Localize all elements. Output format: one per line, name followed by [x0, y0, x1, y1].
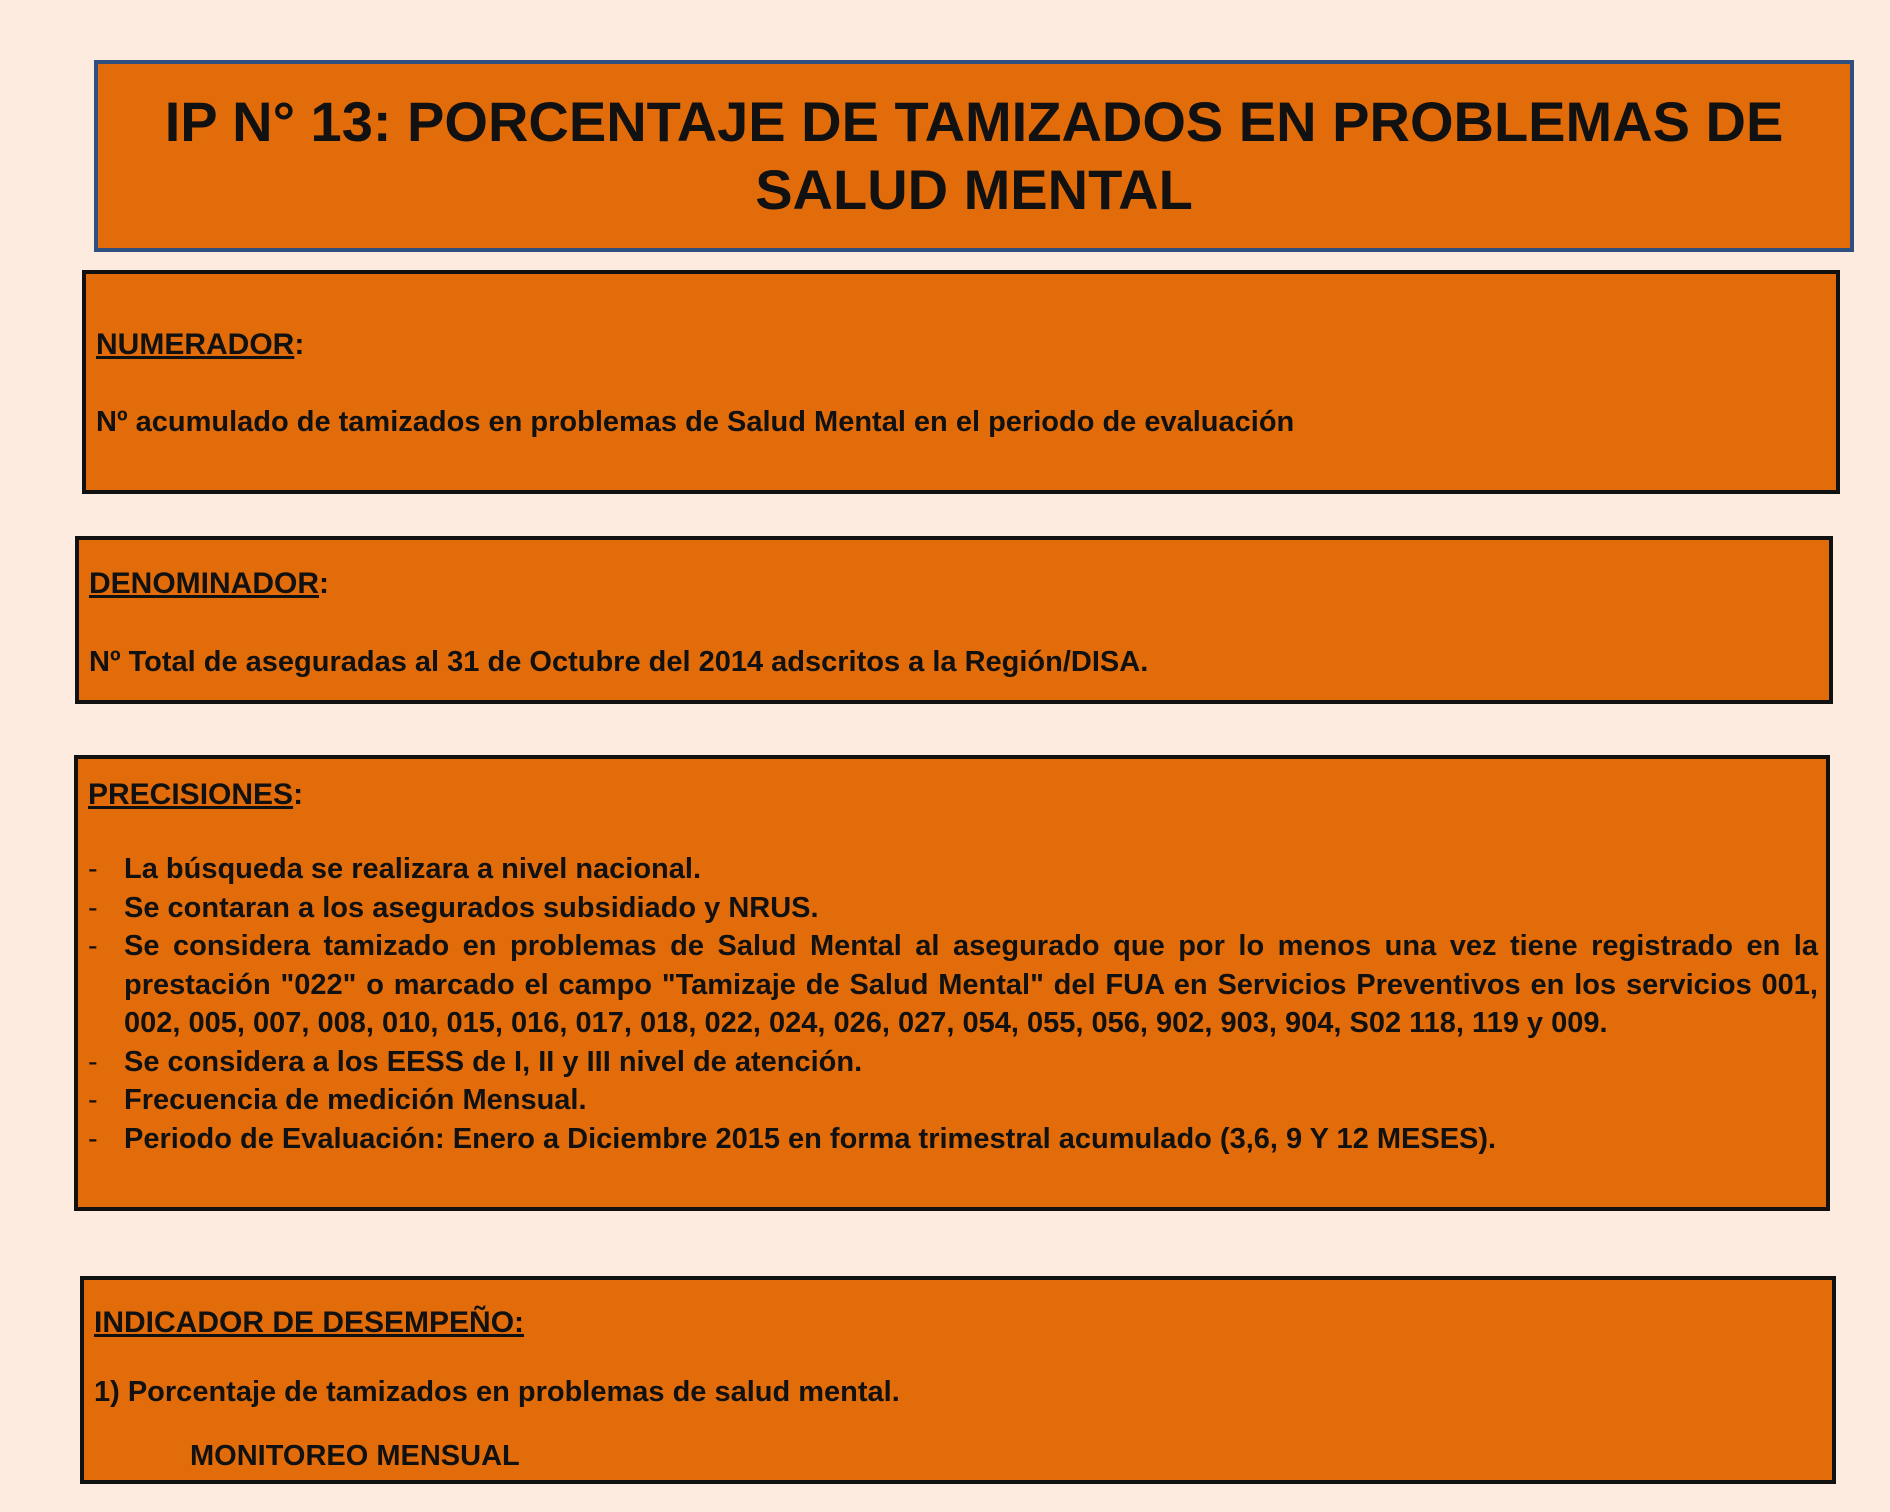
- list-item-text: Se considera a los EESS de I, II y III nivel de atención.: [124, 1045, 863, 1078]
- numerador-heading-label: NUMERADOR: [96, 328, 295, 361]
- list-item: - Se considera a los EESS de I, II y III nivel de atención.: [88, 1045, 863, 1078]
- title-box: [94, 60, 1854, 252]
- list-item: - Se contaran a los asegurados subsidiado y NRUS.: [88, 891, 819, 924]
- numerador-text: Nº acumulado de tamizados en problemas de Salud Mental en el periodo de evaluación: [96, 406, 1295, 438]
- list-item-text: Se contaran a los asegurados subsidiado y NRUS.: [124, 891, 819, 924]
- precisiones-box: [74, 755, 1830, 1211]
- indicador-heading-label: INDICADOR DE DESEMPEÑO:: [94, 1306, 525, 1339]
- precisiones-heading-label: PRECISIONES: [88, 778, 294, 811]
- indicador-box: [80, 1276, 1836, 1484]
- numerador-box: [82, 270, 1840, 494]
- indicador-text: 1) Porcentaje de tamizados en problemas de salud mental.: [94, 1376, 900, 1408]
- list-item-text: La búsqueda se realizara a nivel nacional.: [124, 853, 702, 885]
- numerador-heading: NUMERADOR:: [96, 328, 305, 361]
- page-title: IP N° 13: PORCENTAJE DE TAMIZADOS EN PROBLEMAS DE SALUD MENTAL: [164, 90, 1784, 221]
- monitoreo-label: MONITOREO MENSUAL: [190, 1440, 520, 1472]
- list-item: - Se considera tamizado en problemas de Salud Mental al asegurado que por lo menos una vez tiene registrado en la prestación "022" o marcado el campo "Tamizaje de Salud Mental" del FUA en Servicios Preventivos en los servicios 001, 002, 005, 007, 008, 010, 015, 016, 017, 018, 022, 024, 026, 027, 054, 055, 056, 902, 903, 904, S02 118, 119 y 009.: [88, 930, 1818, 1039]
- denominador-box: [75, 536, 1833, 704]
- list-item: - Periodo de Evaluación: Enero a Diciembre 2015 en forma trimestral acumulado (3,6, 9 Y 12 MESES).: [88, 1122, 1497, 1155]
- denominador-text: Nº Total de aseguradas al 31 de Octubre del 2014 adscritos a la Región/DISA.: [89, 646, 1149, 678]
- list-item: - Frecuencia de medición Mensual.: [88, 1084, 587, 1116]
- precisiones-heading: PRECISIONES:: [88, 778, 304, 811]
- indicador-heading: [94, 1306, 524, 1340]
- list-item: - La búsqueda se realizara a nivel nacional.: [88, 853, 702, 885]
- list-item-text: Periodo de Evaluación: Enero a Diciembre 2015 en forma trimestral acumulado (3,6, 9 Y 12 MESES).: [124, 1122, 1497, 1155]
- denominador-heading-label: DENOMINADOR: [89, 567, 319, 600]
- precisiones-list: [88, 850, 1818, 1158]
- list-item-text: Se considera tamizado en problemas de Salud Mental al asegurado que por lo menos una vez tiene registrado en la prestación "022" o marcado el campo "Tamizaje de Salud Mental" del FUA en Servicios Preventivos en los servicios 001, 002, 005, 007, 008, 010, 015, 016, 017, 018, 022, 024, 026, 027, 054, 055, 056, 902, 903, 904, S02 118, 119 y 009.: [124, 930, 1818, 1039]
- list-item-text: Frecuencia de medición Mensual.: [124, 1084, 587, 1116]
- denominador-heading: DENOMINADOR:: [89, 567, 329, 600]
